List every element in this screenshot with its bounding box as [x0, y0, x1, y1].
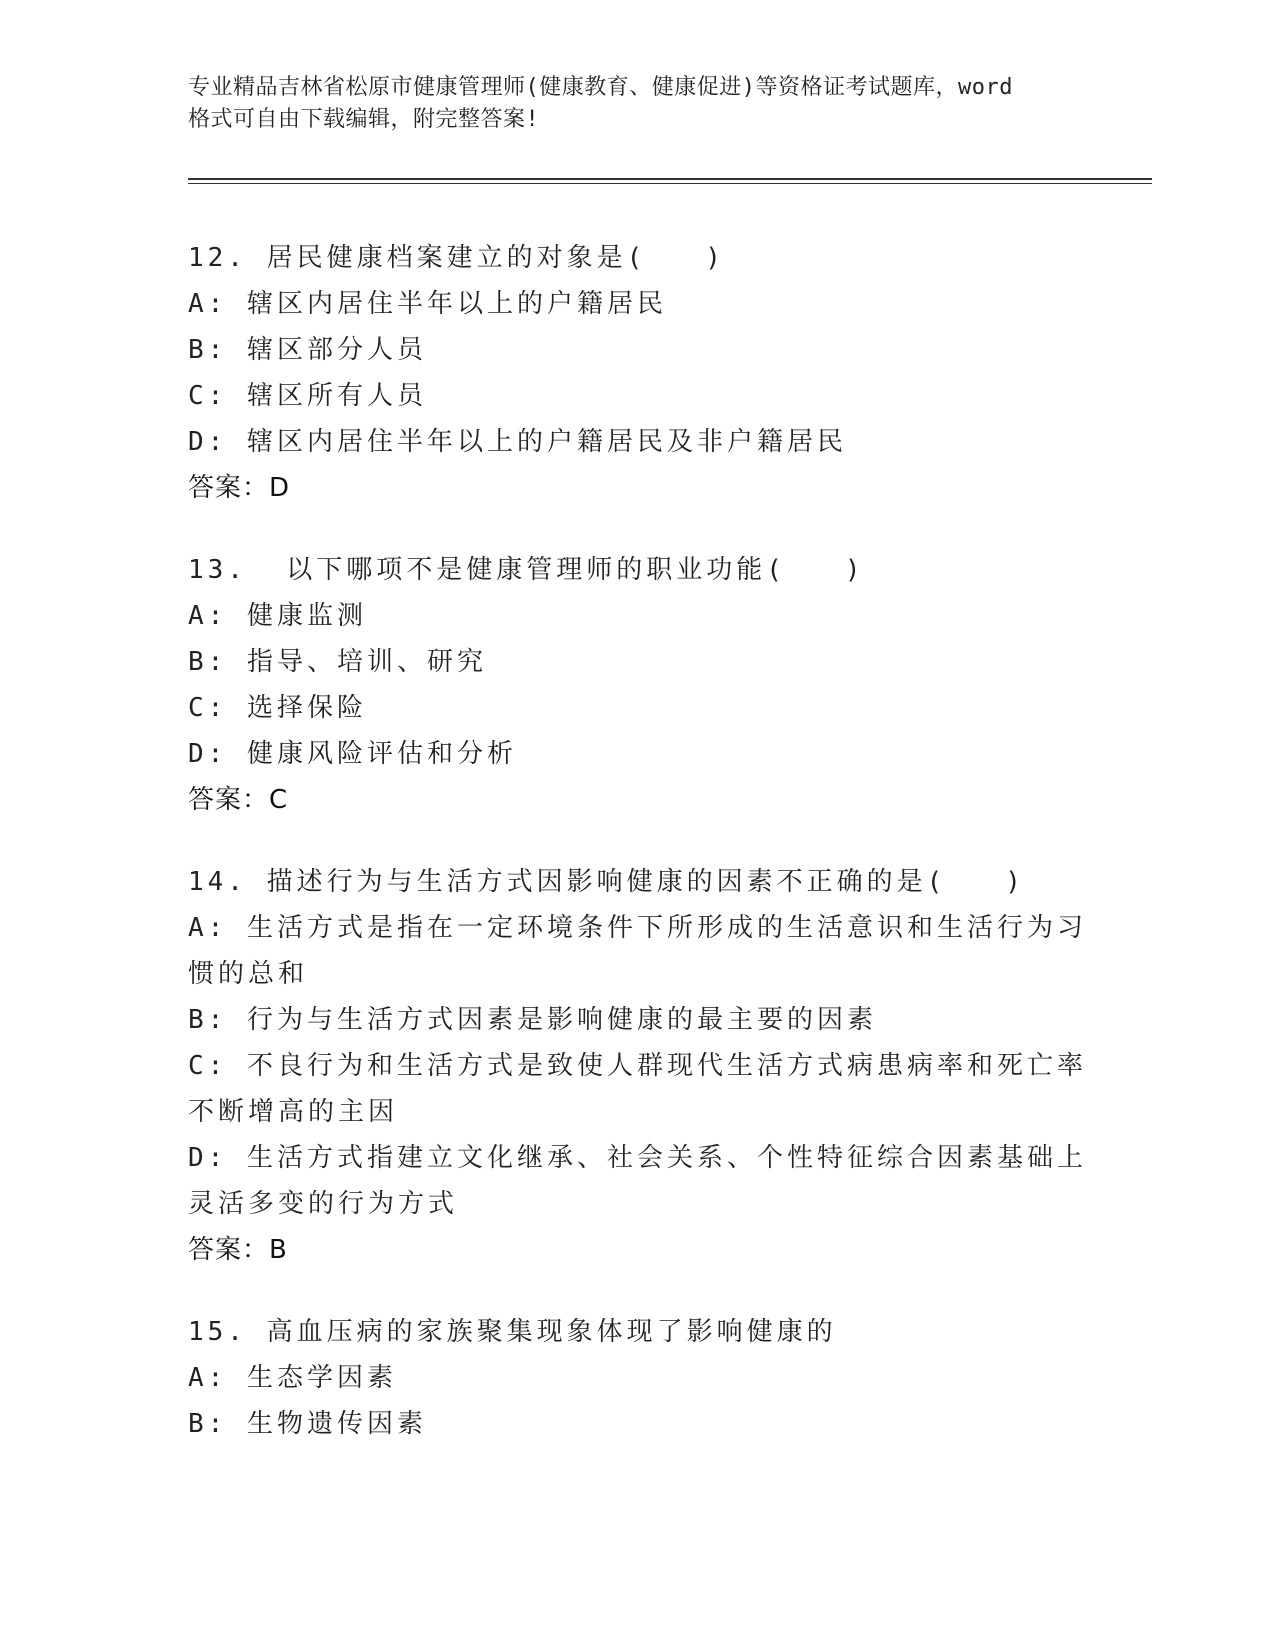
option-c: C: 辖区所有人员 [188, 381, 427, 411]
option-d: D: 健康风险评估和分析 [188, 739, 517, 769]
header-divider-thick [188, 178, 1152, 180]
document-header [188, 72, 1088, 136]
option-b: B: 行为与生活方式因素是影响健康的最主要的因素 [188, 1005, 877, 1035]
question-15 [188, 1309, 1088, 1447]
question-stem: 12. 居民健康档案建立的对象是( ) [188, 243, 725, 273]
option-b: B: 辖区部分人员 [188, 335, 427, 365]
option-c: C: 不良行为和生活方式是致使人群现代生活方式病患病率和死亡率不断增高的主因 [188, 1051, 1087, 1127]
option-c: C: 选择保险 [188, 693, 367, 723]
question-13 [188, 547, 1088, 823]
question-12 [188, 235, 1088, 511]
question-stem: 15. 高血压病的家族聚集现象体现了影响健康的 [188, 1317, 837, 1347]
option-a: A: 生活方式是指在一定环境条件下所形成的生活意识和生活行为习惯的总和 [188, 913, 1087, 989]
option-d: D: 生活方式指建立文化继承、社会关系、个性特征综合因素基础上灵活多变的行为方式 [188, 1143, 1087, 1219]
question-list [188, 235, 1088, 1483]
option-d: D: 辖区内居住半年以上的户籍居民及非户籍居民 [188, 427, 847, 457]
answer-label: 答案：B [188, 1235, 288, 1265]
answer-label: 答案：D [188, 473, 291, 503]
header-line-1: 专业精品吉林省松原市健康管理师(健康教育、健康促进)等资格证考试题库，word [188, 75, 1013, 100]
header-line-2: 格式可自由下载编辑，附完整答案! [188, 107, 540, 132]
option-b: B: 指导、培训、研究 [188, 647, 487, 677]
option-b: B: 生物遗传因素 [188, 1409, 427, 1439]
option-a: A: 生态学因素 [188, 1363, 397, 1393]
option-a: A: 辖区内居住半年以上的户籍居民 [188, 289, 667, 319]
answer-label: 答案：C [188, 785, 289, 815]
option-a: A: 健康监测 [188, 601, 367, 631]
header-divider-thin [188, 183, 1152, 184]
question-stem: 13. 以下哪项不是健康管理师的职业功能( ) [188, 555, 865, 585]
question-stem: 14. 描述行为与生活方式因影响健康的因素不正确的是( ) [188, 867, 1025, 897]
question-14 [188, 859, 1088, 1273]
